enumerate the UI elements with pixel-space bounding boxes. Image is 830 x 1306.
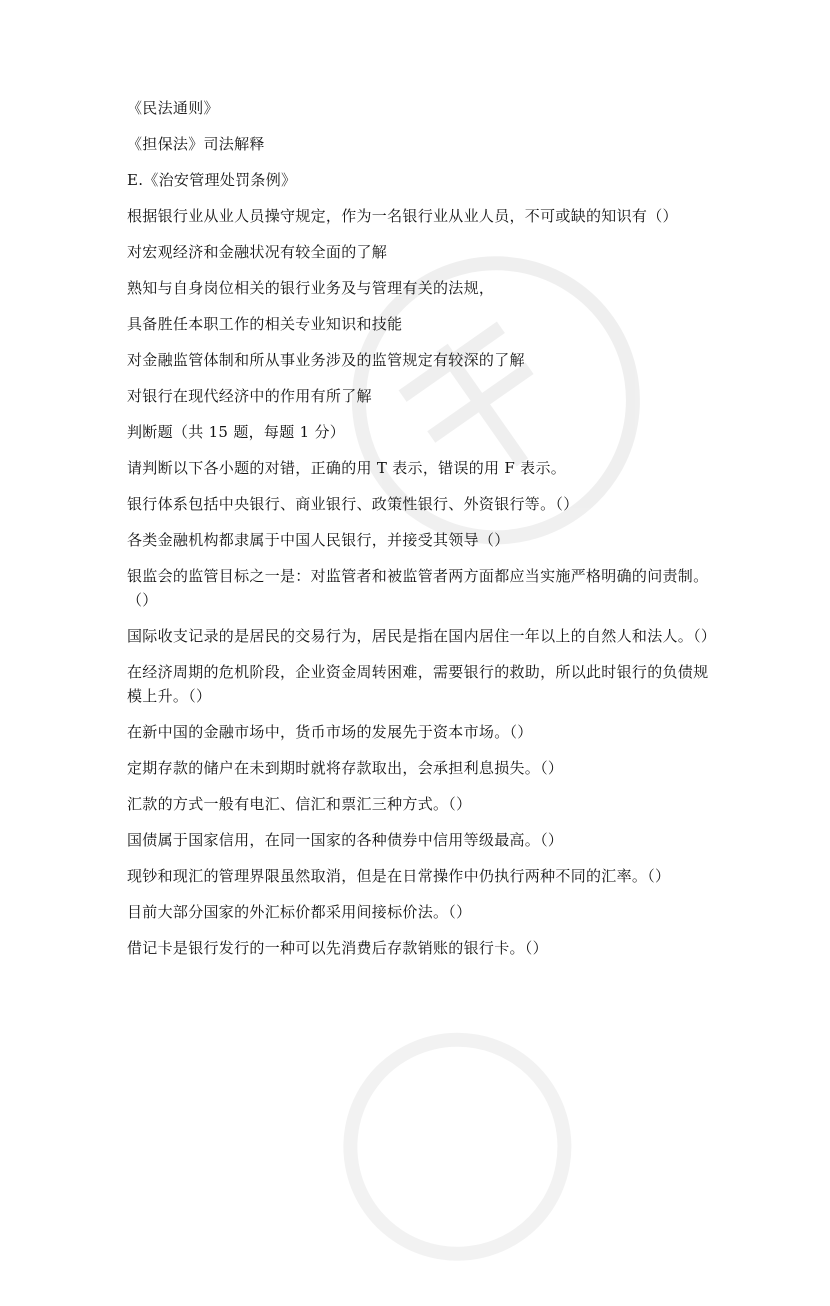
option-line: 熟知与自身岗位相关的银行业务及与管理有关的法规，: [127, 279, 495, 297]
option-line: 具备胜任本职工作的相关专业知识和技能: [127, 315, 403, 333]
option-line: 对银行在现代经济中的作用有所了解: [127, 387, 372, 405]
question-line: 目前大部分国家的外汇标价都采用间接标价法。（）: [127, 903, 472, 921]
question-line: 借记卡是银行发行的一种可以先消费后存款销账的银行卡。（）: [127, 939, 548, 957]
document-body: [127, 96, 717, 972]
question-line: 定期存款的储户在未到期时就将存款取出，会承担利息损失。（）: [127, 759, 564, 777]
option-line: 对宏观经济和金融状况有较全面的了解: [127, 243, 388, 261]
text-line: E.《治安管理处罚条例》: [127, 171, 297, 189]
question-line: 现钞和现汇的管理界限虽然取消，但是在日常操作中仍执行两种不同的汇率。（）: [127, 867, 671, 885]
instruction-line: 请判断以下各小题的对错，正确的用 T 表示，错误的用 F 表示。: [127, 459, 567, 477]
question-line: 在新中国的金融市场中，货币市场的发展先于资本市场。（）: [127, 723, 533, 741]
question-line: 各类金融机构都隶属于中国人民银行，并接受其领导（）: [127, 531, 510, 549]
question-line: 国债属于国家信用，在同一国家的各种债券中信用等级最高。（）: [127, 831, 564, 849]
section-heading: 判断题（共 15 题，每题 1 分）: [127, 423, 346, 441]
question-line: 银监会的监管目标之一是：对监管者和被监管者两方面都应当实施严格明确的问责制。（）: [127, 567, 709, 609]
text-line: 《担保法》司法解释: [127, 135, 265, 153]
question-line: 国际收支记录的是居民的交易行为，居民是指在国内居住一年以上的自然人和法人。（）: [127, 627, 717, 645]
watermark-logo-bottom: [299, 981, 622, 1299]
text-line: 《民法通则》: [127, 99, 219, 117]
question-line: 汇款的方式一般有电汇、信汇和票汇三种方式。（）: [127, 795, 472, 813]
question-line: 银行体系包括中央银行、商业银行、政策性银行、外资银行等。（）: [127, 495, 579, 513]
question-stem: 根据银行业从业人员操守规定，作为一名银行业从业人员，不可或缺的知识有（）: [127, 207, 678, 225]
question-line: 在经济周期的危机阶段，企业资金周转困难，需要银行的救助，所以此时银行的负债规模上升。（）: [127, 663, 709, 705]
option-line: 对金融监管体制和所从事业务涉及的监管规定有较深的了解: [127, 351, 525, 369]
